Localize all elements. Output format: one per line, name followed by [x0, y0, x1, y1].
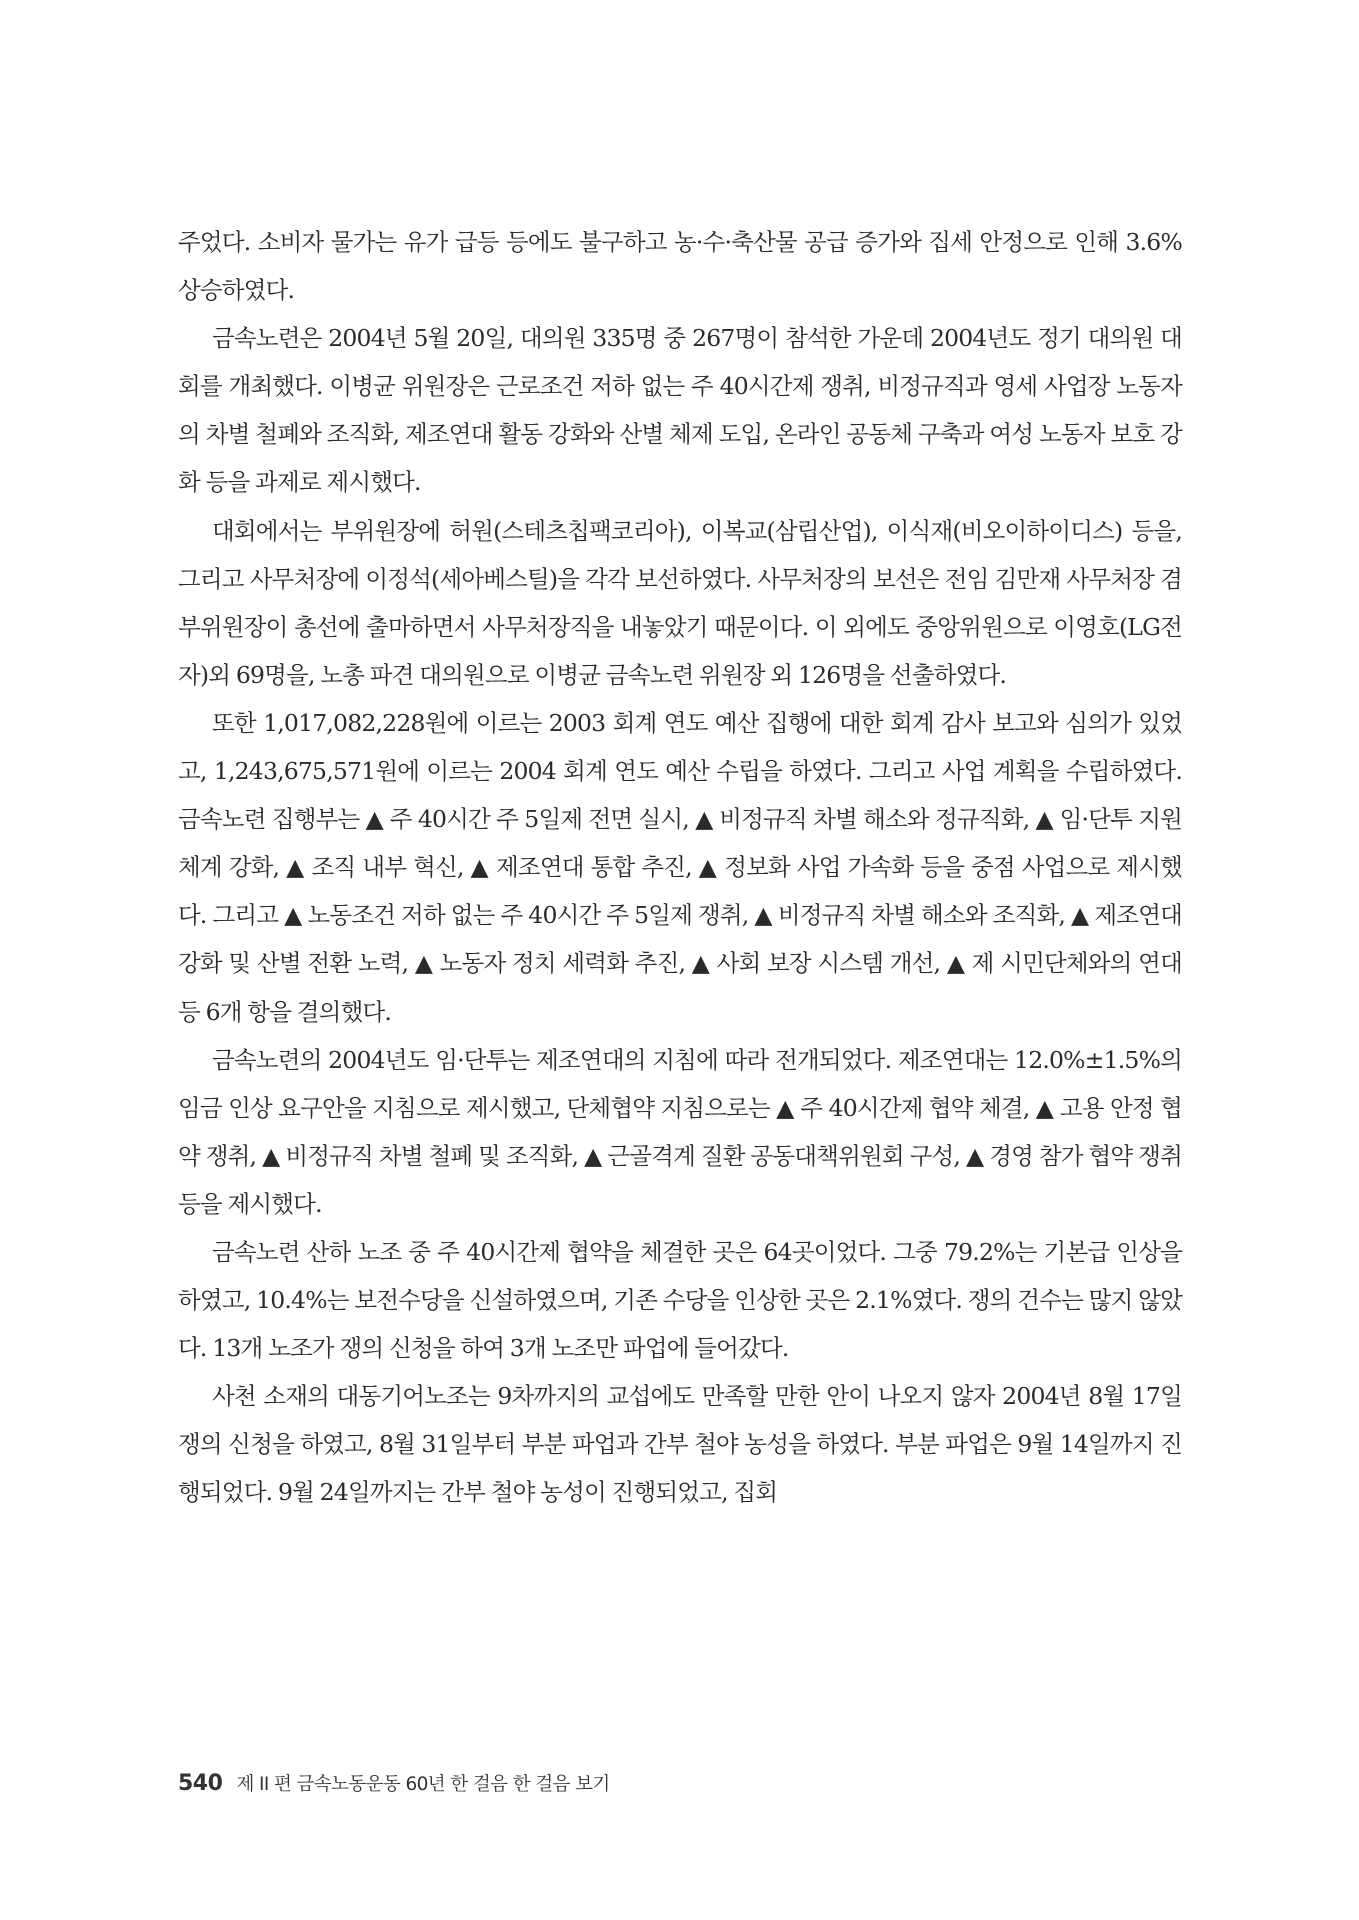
- paragraph-regular-meeting: 금속노련은 2004년 5월 20일, 대의원 335명 중 267명이 참석한 가운데 2004년도 정기 대의원 대회를 개최했다. 이병균 위원장은 근로조건 저하 없는 주 40시간제 쟁취, 비정규직과 영세 사업장 노동자의 차별 철폐와 조직화, 제조연대 활동 강화와 산별 체제 도입, 온라인 공동체 구축과 여성 노동자 보호 강화 등을 과제로 제시했다.: [178, 324, 1182, 497]
- page-footer: [178, 1770, 610, 1800]
- paragraph-daedong-gear: 사천 소재의 대동기어노조는 9차까지의 교섭에도 만족할 만한 안이 나오지 않자 2004년 8월 17일 쟁의 신청을 하였고, 8월 31일부터 부분 파업과 간부 철야 농성을 하였다. 부분 파업은 9월 14일까지 진행되었다. 9월 24일까지는 간부 철야 농성이 진행되었고, 집회: [178, 1382, 1182, 1507]
- paragraph-wage-guideline: 금속노련의 2004년도 임·단투는 제조연대의 지침에 따라 전개되었다. 제조연대는 12.0%±1.5%의 임금 인상 요구안을 지침으로 제시했고, 단체협약 지침으로는 ▲ 주 40시간제 협약 체결, ▲ 고용 안정 협약 쟁취, ▲ 비정규직 차별 철폐 및 조직화, ▲ 근골격계 질환 공동대책위원회 구성, ▲ 경영 참가 협약 쟁취 등을 제시했다.: [178, 1045, 1182, 1218]
- paragraph-budget-plan: 또한 1,017,082,228원에 이르는 2003 회계 연도 예산 집행에 대한 회계 감사 보고와 심의가 있었고, 1,243,675,571원에 이르는 2004 회계 연도 예산 수립을 하였다. 그리고 사업 계획을 수립하였다. 금속노련 집행부는 ▲ 주 40시간 주 5일제 전면 실시, ▲ 비정규직 차별 해소와 정규직화, ▲ 임·단투 지원 체계 강화, ▲ 조직 내부 혁신, ▲ 제조연대 통합 추진, ▲ 정보화 사업 가속화 등을 중점 사업으로 제시했다. 그리고 ▲ 노동조건 저하 없는 주 40시간 주 5일제 쟁취, ▲ 비정규직 차별 해소와 조직화, ▲ 제조연대 강화 및 산별 전환 노력, ▲ 노동자 정치 세력화 추진, ▲ 사회 보장 시스템 개선, ▲ 제 시민단체와의 연대 등 6개 항을 결의했다.: [178, 708, 1182, 1026]
- paragraph-continued: 주었다. 소비자 물가는 유가 급등 등에도 불구하고 농·수·축산물 공급 증가와 집세 안정으로 인해 3.6% 상승하였다.: [178, 228, 1182, 305]
- running-title: 제 II 편 금속노동운동 60년 한 걸음 한 걸음 보기: [236, 1774, 610, 1795]
- paragraph-by-election: 대회에서는 부위원장에 허원(스테츠칩팩코리아), 이복교(삼립산업), 이식재(비오이하이디스) 등을, 그리고 사무처장에 이정석(세아베스틸)을 각각 보선하였다. 사무처장의 보선은 전임 김만재 사무처장 겸 부위원장이 총선에 출마하면서 사무처장직을 내놓았기 때문이다. 이 외에도 중앙위원으로 이영호(LG전자)외 69명을, 노총 파견 대의원으로 이병균 금속노련 위원장 외 126명을 선출하였다.: [178, 516, 1182, 689]
- paragraph-40-hour-agreements: 금속노련 산하 노조 중 주 40시간제 협약을 체결한 곳은 64곳이었다. 그중 79.2%는 기본급 인상을 하였고, 10.4%는 보전수당을 신설하였으며, 기존 수당을 인상한 곳은 2.1%였다. 쟁의 건수는 많지 않았다. 13개 노조가 쟁의 신청을 하여 3개 노조만 파업에 들어갔다.: [178, 1237, 1182, 1363]
- page-number: 540: [178, 1771, 223, 1796]
- body-text: [178, 218, 1182, 1517]
